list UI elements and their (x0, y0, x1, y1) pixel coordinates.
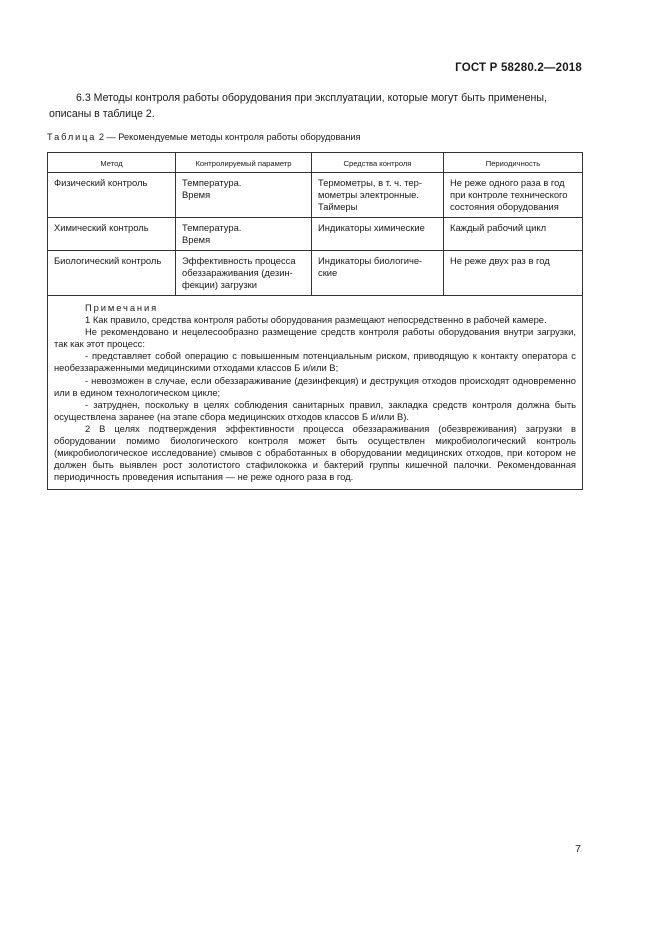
table-cell: Термометры, в т. ч. тер- мометры электронные. Таймеры (312, 173, 444, 218)
intro-line-2: описаны в таблице 2. (49, 107, 155, 120)
note-bullet-3: - затруднен, поскольку в целях соблюдения санитарных правил, закладка средств контроля должна быть осуществлена заранее (на этапе сбора медицинских отходов классов Б и/или В). (54, 398, 576, 422)
column-header-frequency: Периодичность (444, 153, 583, 173)
column-header-parameter: Контролируемый параметр (176, 153, 312, 173)
column-header-method: Метод (48, 153, 176, 173)
table-cell: Температура. Время (176, 173, 312, 218)
note-2: 2 В целях подтверждения эффективности процесса обеззараживания (обезвреживания) загрузки в оборудовании помимо биологического контроля может быть осуществлен микробиологический контроль (микробиологическое исследование) смывов с обработанных в оборудовании медицинских отходов, при котором не должен быть выявлен рост золотистого стафилококка и бактерий группы кишечной палочки. Рекомендованная периодичность проведения испытания — не реже одного раза в год. (54, 422, 576, 483)
table-cell: Индикаторы химические (312, 218, 444, 251)
column-header-means: Средства контроля (312, 153, 444, 173)
table-row (48, 251, 583, 296)
note-1: 1 Как правило, средства контроля работы оборудования размещают непосредственно в рабочей камере. (85, 314, 547, 326)
notes-block (48, 296, 583, 490)
table-header-row (48, 153, 583, 173)
note-bullet-1: - представляет собой операцию с повышенным потенциальным риском, приводящую к контакту оператора с необеззараженными медицинскими отходами классов Б и/или В; (54, 350, 576, 374)
table-cell: Не реже двух раз в год (444, 251, 583, 296)
notes-row (48, 296, 583, 490)
table-cell: Эффективность процесса обеззараживания (дезин- фекции) загрузки (176, 251, 312, 296)
table-caption-prefix: Таблица (47, 132, 97, 142)
table-cell: Индикаторы биологиче- ские (312, 251, 444, 296)
table-row (48, 173, 583, 218)
document-code: ГОСТ Р 58280.2—2018 (455, 62, 582, 74)
table-cell: Каждый рабочий цикл (444, 218, 583, 251)
table-cell: Температура. Время (176, 218, 312, 251)
table-row (48, 218, 583, 251)
table-caption-text: 2 — Рекомендуемые методы контроля работы оборудования (96, 132, 361, 142)
intro-line-1: 6.3 Методы контроля работы оборудования при эксплуатации, которые могут быть применены, (76, 92, 547, 104)
table-caption (47, 132, 361, 142)
table-cell: Не реже одного раза в год при контроле технического состояния оборудования (444, 173, 583, 218)
table-cell: Биологический контроль (48, 251, 176, 296)
notes-title: Примечания (85, 302, 159, 313)
page-number: 7 (575, 843, 581, 855)
table-cell: Физический контроль (48, 173, 176, 218)
table-cell: Химический контроль (48, 218, 176, 251)
control-methods-table (47, 152, 583, 490)
note-bullet-2: - невозможен в случае, если обеззараживание (дезинфекция) и деструкция отходов происходят одновременно или в едином технологическом цикле; (54, 374, 576, 398)
intro-paragraph (49, 91, 581, 122)
note-1-continuation: Не рекомендовано и нецелесообразно размещение средств контроля работы оборудования внутри загрузки, так как этот процесс: (54, 326, 576, 350)
